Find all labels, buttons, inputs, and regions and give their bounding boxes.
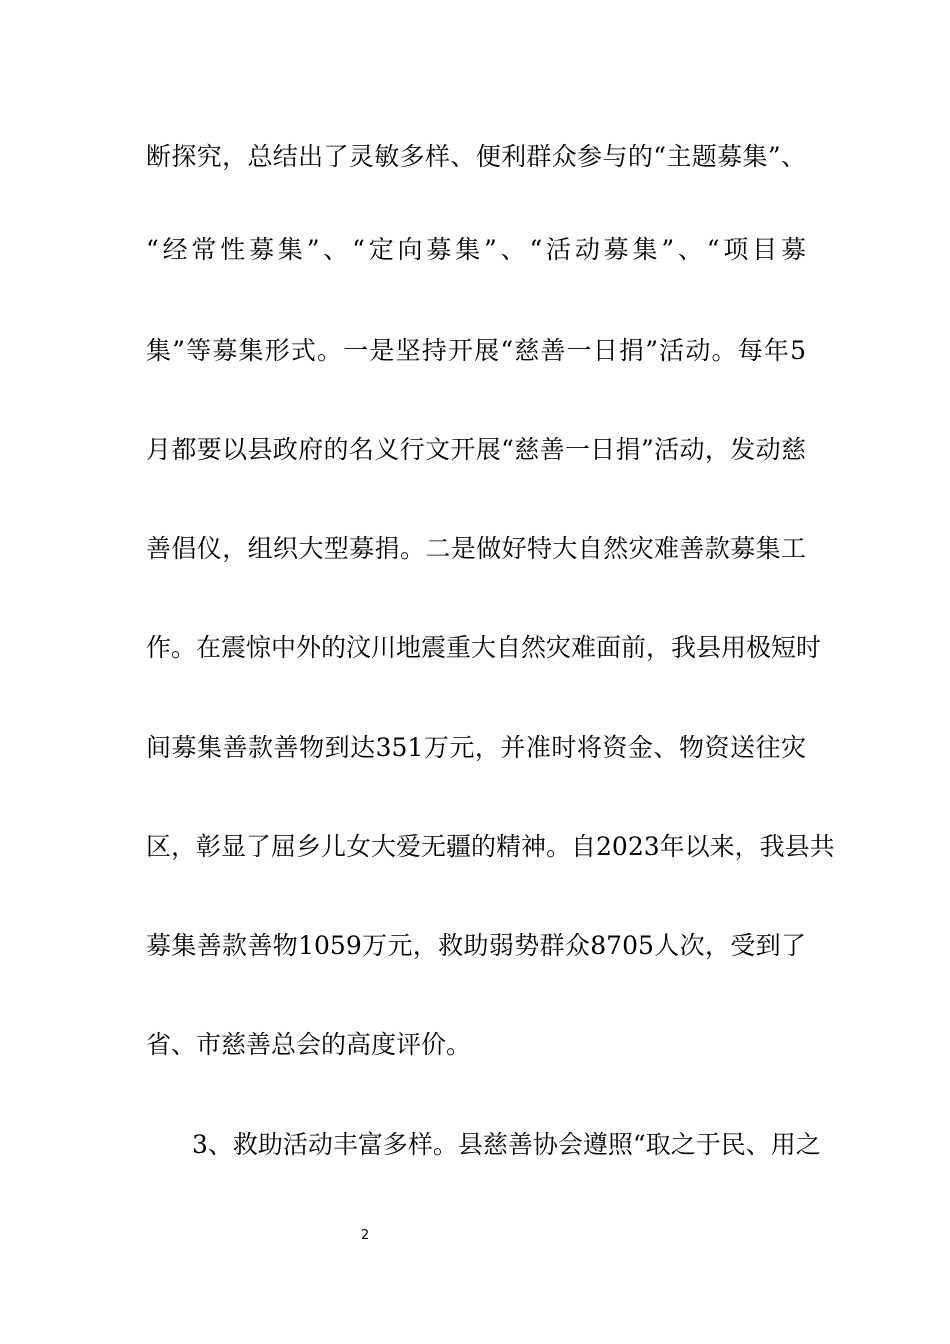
text-line-9: 募集善款善物1059万元，救助弱势群众8705人次，受到了 <box>146 931 806 960</box>
text-line-3: 集”等募集形式。一是坚持开展“慈善一日捐”活动。每年5 <box>146 336 806 365</box>
text-line-4: 月都要以县政府的名义行文开展“慈善一日捐”活动，发动慈 <box>146 435 806 464</box>
page-number: 2 <box>360 1228 370 1243</box>
text-line-10: 省、市慈善总会的高度评价。 <box>146 1030 472 1059</box>
text-line-7: 间募集善款善物到达351万元，并准时将资金、物资送往灾 <box>146 733 806 762</box>
text-line-8: 区，彰显了屈乡儿女大爱无疆的精神。自2023年以来，我县共 <box>146 832 835 861</box>
text-line-11: 3、救助活动丰富多样。县慈善协会遵照“取之于民、用之 <box>192 1130 821 1159</box>
text-line-2: “经常性募集”、“定向募集”、“活动募集”、“项目募 <box>146 235 806 264</box>
text-line-5: 善倡仪，组织大型募捐。二是做好特大自然灾难善款募集工 <box>146 534 806 563</box>
text-line-1: 断探究，总结出了灵敏多样、便利群众参与的“主题募集”、 <box>146 142 806 171</box>
text-line-6: 作。在震惊中外的汶川地震重大自然灾难面前，我县用极短时 <box>146 633 822 662</box>
